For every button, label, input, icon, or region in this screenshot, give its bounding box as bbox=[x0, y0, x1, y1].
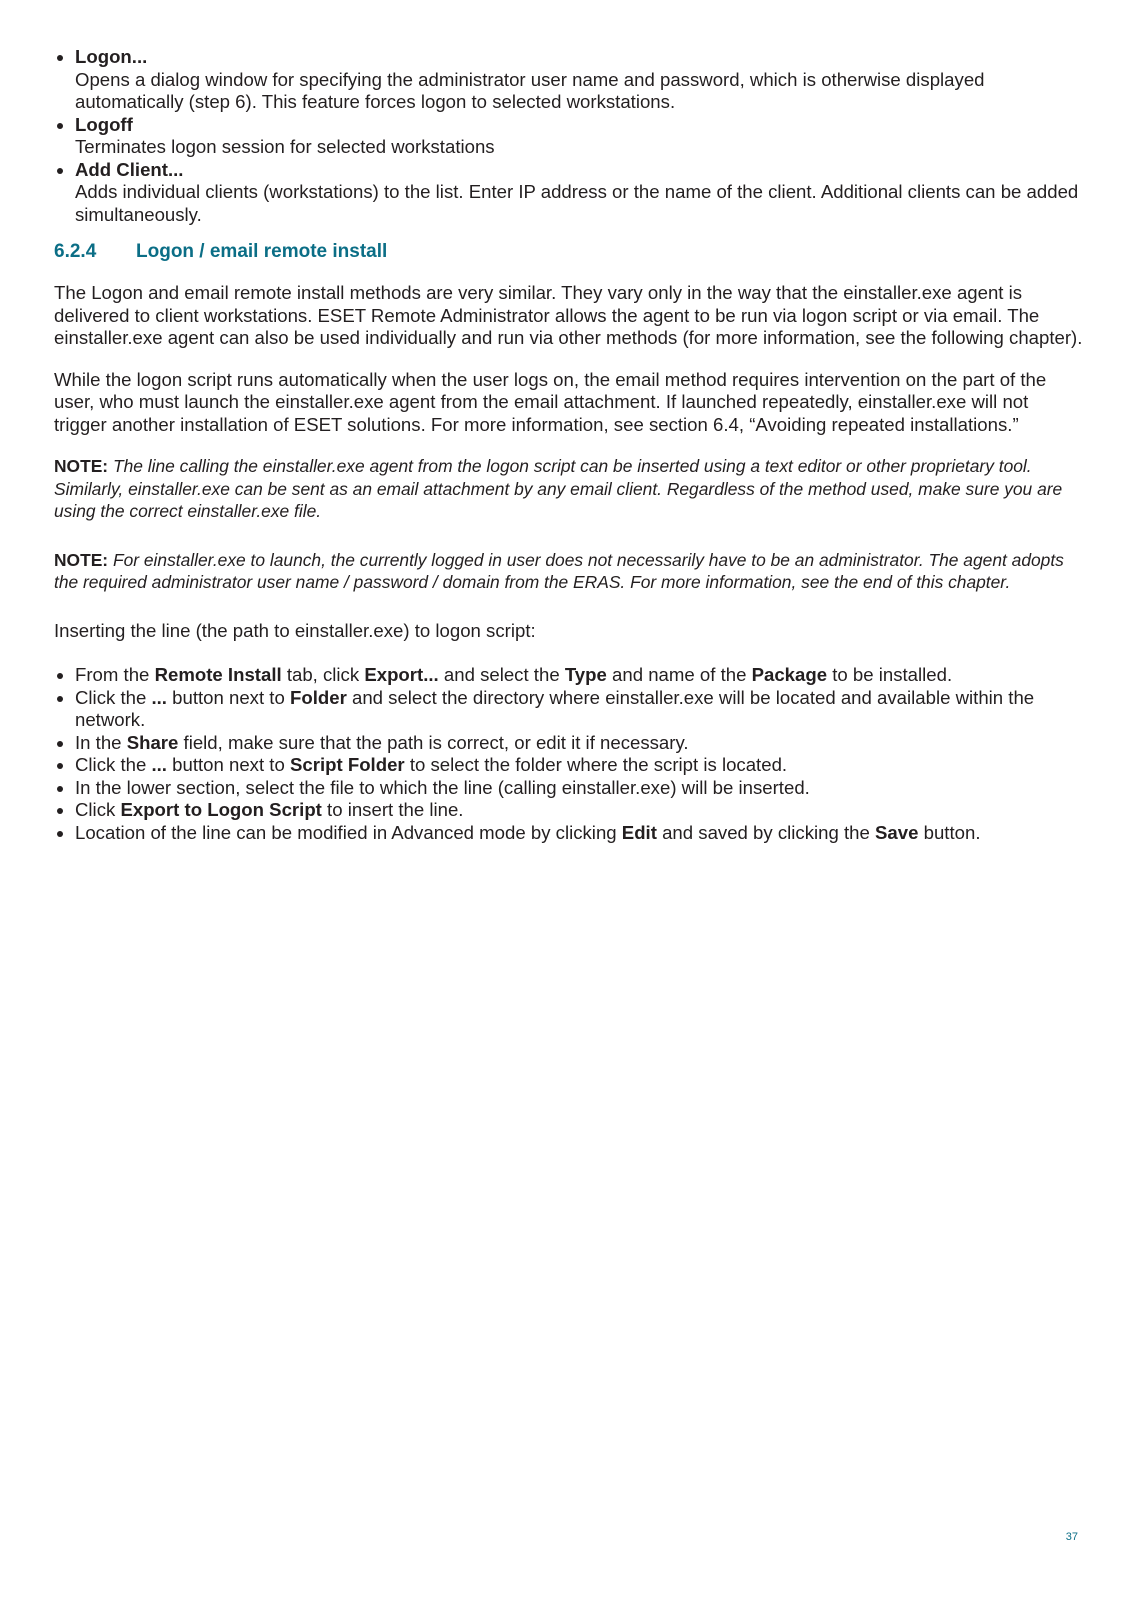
note-block bbox=[54, 549, 1084, 594]
step-text: and name of the bbox=[606, 664, 752, 685]
step-text: and select the bbox=[438, 664, 565, 685]
step-text: button next to bbox=[166, 686, 290, 708]
step-keyword: Script Folder bbox=[289, 754, 405, 775]
option-description: Adds individual clients (workstations) to the list. Enter IP address or the name of the client. Additional clients can be added simultaneously. bbox=[75, 181, 1079, 225]
step-keyword: Save bbox=[875, 821, 919, 843]
step-keyword: Folder bbox=[289, 686, 347, 708]
step-text: to insert the line. bbox=[321, 799, 464, 820]
step-item bbox=[54, 732, 1084, 755]
step-text: Click the bbox=[75, 754, 152, 775]
list-item bbox=[54, 114, 1084, 159]
option-label: Logon... bbox=[75, 46, 148, 67]
section-heading bbox=[54, 240, 1084, 264]
step-text: Click bbox=[75, 799, 121, 820]
document-page bbox=[54, 46, 1084, 844]
step-text: tab, click bbox=[281, 664, 365, 685]
section-number: 6.2.4 bbox=[54, 241, 97, 262]
step-text: From the bbox=[75, 664, 155, 685]
step-keyword: Type bbox=[564, 664, 607, 685]
step-item bbox=[54, 799, 1084, 822]
step-item bbox=[54, 754, 1084, 777]
note-text: The line calling the einstaller.exe agent from the logon script can be inserted using a text editor or other proprietary tool. Similarly, einstaller.exe can be sent as an email attachment by any email client. Regardless of the method used, make sure you are using the correct einstaller.exe file. bbox=[54, 456, 1063, 521]
list-item bbox=[54, 46, 1084, 114]
steps-intro: Inserting the line (the path to einstaller.exe) to logon script: bbox=[54, 619, 536, 641]
step-keyword: Package bbox=[751, 664, 828, 685]
step-item bbox=[54, 687, 1084, 732]
step-keyword: Export... bbox=[364, 664, 439, 685]
step-text: In the lower section, select the file to which the line (calling einstaller.exe) will be inserted. bbox=[75, 776, 810, 798]
option-description: Opens a dialog window for specifying the administrator user name and password, which is otherwise displayed automatically (step 6). This feature forces logon to selected workstations. bbox=[75, 68, 985, 112]
body-paragraph: While the logon script runs automatically when the user logs on, the email method requires intervention on the part of the user, who must launch the einstaller.exe agent from the email attachment. If launched repeatedly, einstaller.exe will not trigger another installation of ESET solutions. For more information, see section 6.4, “Avoiding repeated installations.” bbox=[54, 368, 1047, 435]
option-label: Add Client... bbox=[75, 158, 184, 180]
options-list bbox=[54, 46, 1084, 226]
step-text: Click the bbox=[75, 686, 152, 708]
list-item bbox=[54, 159, 1084, 227]
page-number: 37 bbox=[1065, 1531, 1078, 1543]
step-keyword: Export to Logon Script bbox=[120, 799, 322, 820]
step-text: In the bbox=[75, 731, 127, 753]
option-description: Terminates logon session for selected workstations bbox=[75, 136, 495, 157]
step-keyword: Remote Install bbox=[154, 664, 282, 685]
step-text: to select the folder where the script is located. bbox=[404, 754, 788, 775]
note-label: NOTE: bbox=[54, 549, 109, 570]
step-text: field, make sure that the path is correct, or edit it if necessary. bbox=[178, 731, 689, 753]
step-text: and select the directory where einstaller.exe will be located and available within the network. bbox=[75, 686, 1035, 730]
step-text: and saved by clicking the bbox=[656, 821, 876, 843]
steps-list bbox=[54, 664, 1084, 844]
note-label: NOTE: bbox=[54, 456, 109, 476]
step-keyword: Share bbox=[126, 731, 179, 753]
step-text: button next to bbox=[166, 754, 290, 775]
step-item bbox=[54, 777, 1084, 800]
step-text: to be installed. bbox=[827, 664, 953, 685]
step-keyword: ... bbox=[151, 686, 167, 708]
section-title: Logon / email remote install bbox=[136, 241, 388, 262]
step-keyword: Edit bbox=[621, 821, 657, 843]
option-label: Logoff bbox=[75, 113, 133, 135]
note-text: For einstaller.exe to launch, the currently logged in user does not necessarily have to be an administrator. The agent adopts the required administrator user name / password / domain from the ERAS. For more information, see the end of this chapter. bbox=[54, 549, 1064, 592]
step-item bbox=[54, 822, 1084, 845]
step-keyword: ... bbox=[151, 754, 167, 775]
step-item bbox=[54, 664, 1084, 687]
step-text: button. bbox=[918, 821, 981, 843]
body-paragraph: The Logon and email remote install methods are very similar. They vary only in the way that the einstaller.exe agent is delivered to client workstations. ESET Remote Administrator allows the agent to be run via logon script or via email. The einstaller.exe agent can also be used individually and run via other methods (for more information, see the following chapter). bbox=[54, 282, 1083, 348]
step-text: Location of the line can be modified in Advanced mode by clicking bbox=[75, 821, 622, 843]
note-block bbox=[54, 455, 1084, 523]
